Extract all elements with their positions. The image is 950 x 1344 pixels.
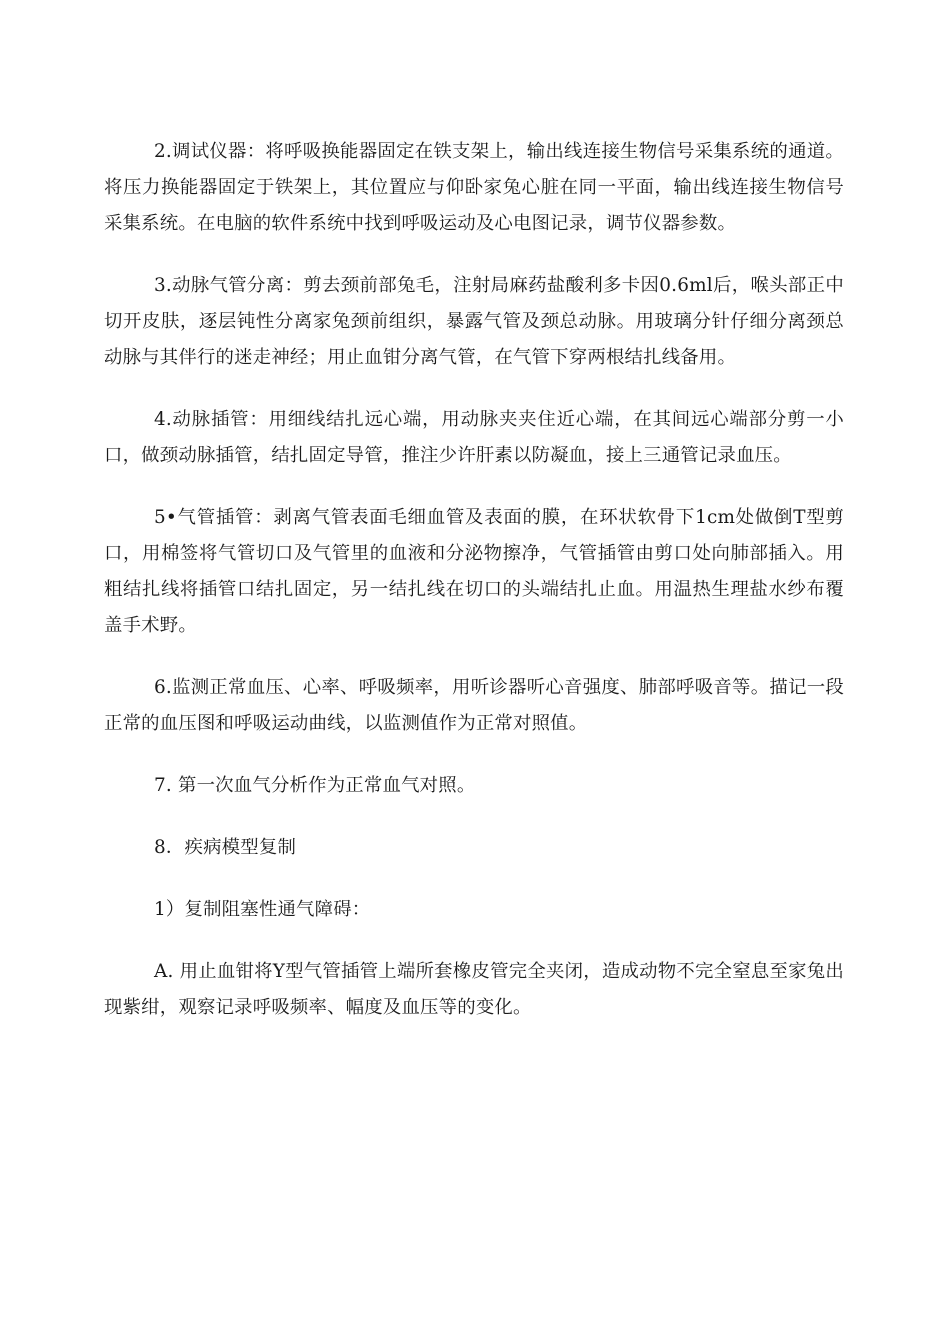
paragraph-step-3-artery-trachea-separation: 3.动脉气管分离：剪去颈前部兔毛，注射局麻药盐酸利多卡因0.6ml后，喉头部正中切开皮肤，逐层钝性分离家兔颈前组织，暴露气管及颈总动脉。用玻璃分针仔细分离颈总动脉与其伴行的迷走神经；用止血钳分离气管，在气管下穿两根结扎线备用。 [104,275,844,368]
paragraph-step-7-blood-gas: 7. 第一次血气分析作为正常血气对照。 [154,775,476,796]
paragraph-step-8-model-heading: 8．疾病模型复制 [154,837,297,858]
paragraph-step-6-monitoring: 6.监测正常血压、心率、呼吸频率，用听诊器听心音强度、肺部呼吸音等。描记一段正常的血压图和呼吸运动曲线，以监测值作为正常对照值。 [104,677,844,734]
paragraph-substep-a-clamp: A. 用止血钳将Y型气管插管上端所套橡皮管完全夹闭，造成动物不完全窒息至家兔出现紫绀，观察记录呼吸频率、幅度及血压等的变化。 [104,961,844,1018]
paragraph-step-5-tracheal-intubation: 5•气管插管：剥离气管表面毛细血管及表面的膜，在环状软骨下1cm处做倒T型剪口，用棉签将气管切口及气管里的血液和分泌物擦净，气管插管由剪口处向肺部插入。用粗结扎线将插管口结扎固定，另一结扎线在切口的头端结扎止血。用温热生理盐水纱布覆盖手术野。 [104,507,844,636]
paragraph-step-4-artery-cannulation: 4.动脉插管：用细线结扎远心端，用动脉夹夹住近心端，在其间远心端部分剪一小口，做颈动脉插管，结扎固定导管，推注少许肝素以防凝血，接上三通管记录血压。 [104,409,844,466]
document-body [104,134,844,1052]
paragraph-step-2-instrument-setup: 2.调试仪器：将呼吸换能器固定在铁支架上，输出线连接生物信号采集系统的通道。将压力换能器固定于铁架上，其位置应与仰卧家兔心脏在同一平面，输出线连接生物信号采集系统。在电脑的软件系统中找到呼吸运动及心电图记录，调节仪器参数。 [104,141,844,234]
paragraph-substep-1-obstruction: 1）复制阻塞性通气障碍： [154,899,371,920]
